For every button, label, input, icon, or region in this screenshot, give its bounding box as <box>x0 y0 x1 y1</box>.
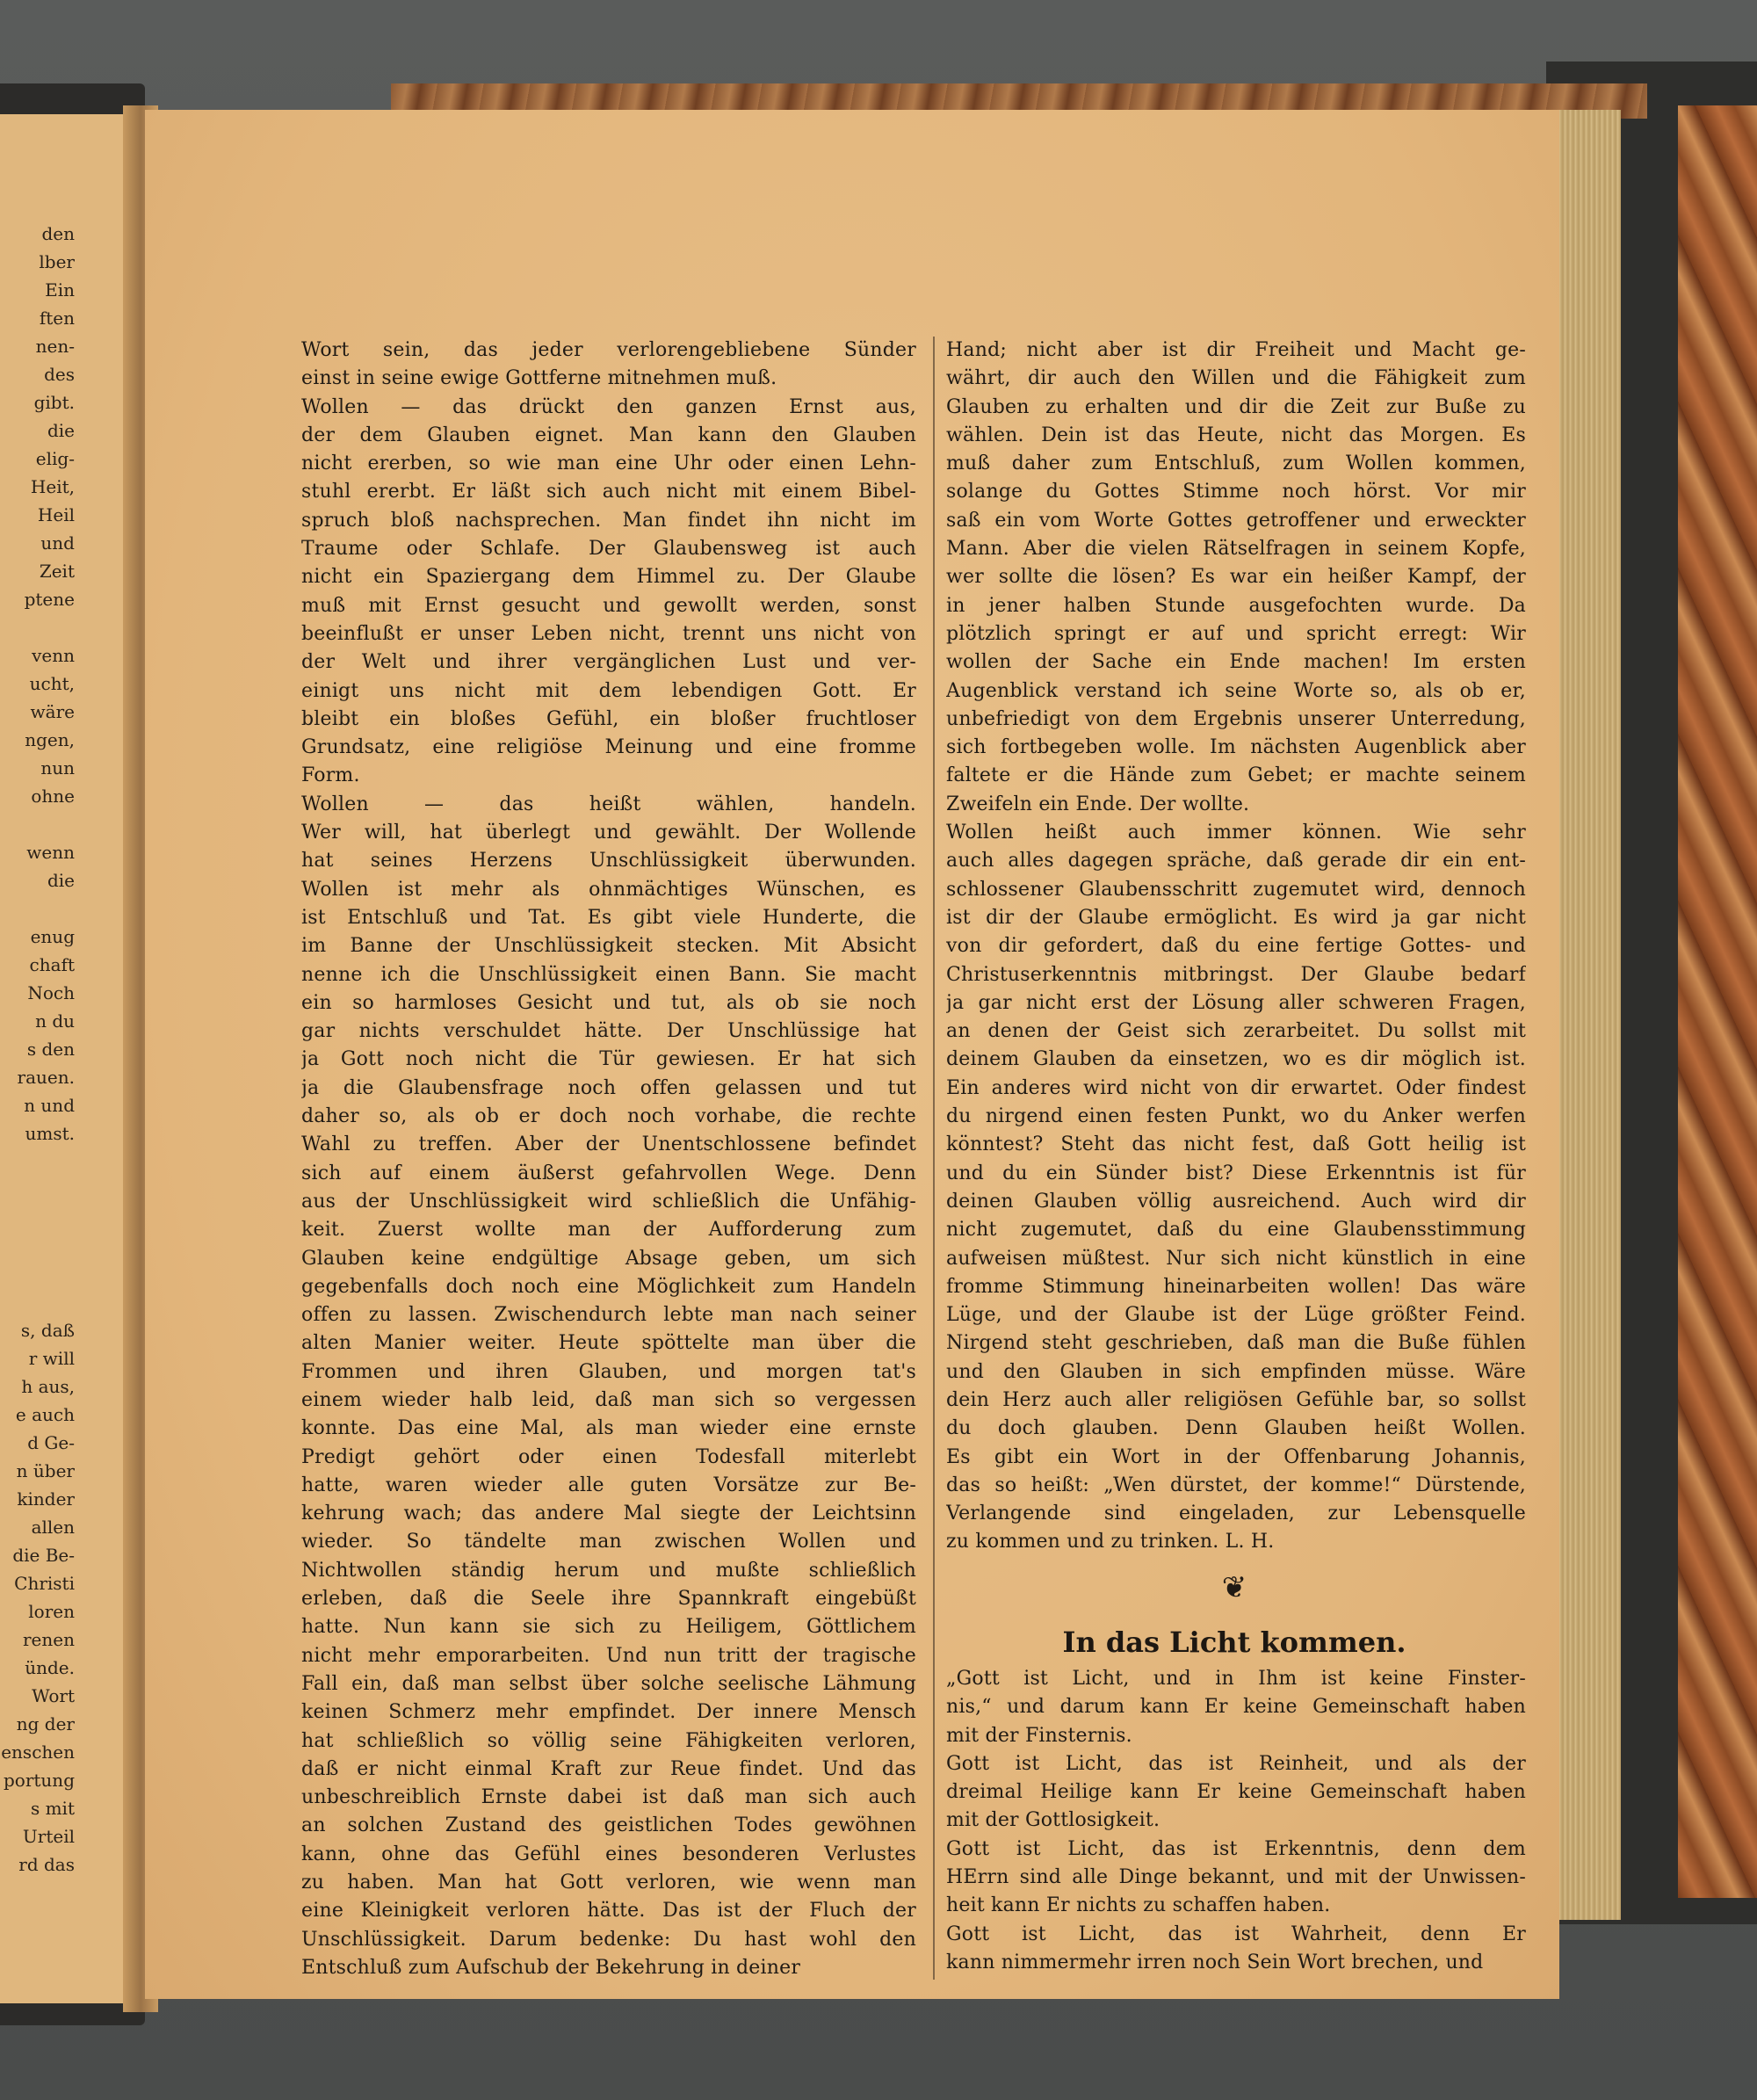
margin-text-fragment: s, daß <box>20 1320 75 1341</box>
margin-text-fragment: wäre <box>30 701 75 722</box>
right-page <box>145 110 1559 1999</box>
text-line: ist Entschluß und Tat. Es gibt viele Hunderte, die <box>301 906 916 929</box>
text-line: kehrung wach; das andere Mal siegte der Leichtsinn <box>301 1503 916 1525</box>
text-line: saß ein vom Worte Gottes getroffener und erweckter <box>946 509 1526 532</box>
text-line: Nirgend steht geschrieben, daß man die Buße fühlen <box>946 1332 1526 1355</box>
margin-text-fragment <box>0 810 75 838</box>
text-line: bleibt ein bloßes Gefühl, ein bloßer fruchtloser <box>301 707 916 730</box>
margin-text-fragment <box>0 1288 75 1316</box>
text-line: wieder. So tändelte man zwischen Wollen und <box>301 1531 916 1553</box>
text-line: ja die Glaubensfrage noch offen gelassen und tut <box>301 1076 916 1099</box>
text-line: sich auf einem äußerst gefahrvollen Wege. Denn <box>301 1162 916 1184</box>
column-divider <box>933 337 935 1980</box>
text-line: Augenblick verstand ich seine Worte so, als ob er, <box>946 679 1526 702</box>
text-line: Entschluß zum Aufschub der Bekehrung in deiner <box>301 1956 801 1979</box>
text-line: zu kommen und zu trinken. L. H. <box>946 1531 1275 1553</box>
text-line: Traume oder Schlafe. Der Glaubensweg ist auch <box>301 538 916 561</box>
text-line: fromme Stimmung hineinarbeiten wollen! Das wäre <box>946 1275 1526 1298</box>
text-line: einigt uns nicht mit dem lebendigen Gott. Er <box>301 679 916 702</box>
margin-text-fragment: umst. <box>25 1123 75 1144</box>
text-line: dreimal Heilige kann Er keine Gemeinschaft haben <box>946 1781 1526 1804</box>
text-line: einem wieder halb leid, daß man sich so vergessen <box>301 1388 916 1411</box>
margin-text-fragment: portung <box>3 1770 75 1791</box>
margin-text-fragment: nun <box>40 757 75 778</box>
text-line: nicht ein Spaziergang dem Himmel zu. Der Glaube <box>301 566 916 589</box>
text-line: daher so, als ob er doch noch vorhabe, die rechte <box>301 1105 916 1128</box>
text-line: Christuserkenntnis mitbringst. Der Glaube bedarf <box>946 963 1526 986</box>
margin-text-fragment <box>0 1232 75 1260</box>
fleuron-icon: ❦ <box>1221 1570 1247 1605</box>
text-column-right-section <box>946 1665 1526 1977</box>
text-line: einst in seine ewige Gottferne mitnehmen muß. <box>301 367 777 390</box>
text-line: erleben, daß die Seele ihre Spannkraft eingebüßt <box>301 1588 916 1611</box>
text-line: keinen Schmerz mehr empfindet. Der innere Mensch <box>301 1701 916 1724</box>
margin-text-fragment: nen- <box>35 336 75 357</box>
margin-text-fragment: s den <box>26 1039 75 1060</box>
text-line: hat schließlich so völlig seine Fähigkeiten verloren, <box>301 1729 916 1752</box>
text-line: konnte. Das eine Mal, als man wieder eine ernste <box>301 1417 916 1440</box>
margin-text-fragment: lber <box>39 251 75 272</box>
text-line: nicht mehr emporarbeiten. Und nun tritt der tragische <box>301 1644 916 1667</box>
text-line: Wer will, hat überlegt und gewählt. Der Wollende <box>301 822 916 844</box>
margin-text-fragment: die Be- <box>12 1545 75 1566</box>
margin-text-fragment: r will <box>28 1348 75 1369</box>
text-line: nicht zugemutet, daß du eine Glaubensstimmung <box>946 1219 1526 1242</box>
margin-text-fragment: und <box>40 532 75 554</box>
text-line: Ein anderes wird nicht von dir erwartet. Oder findest <box>946 1076 1526 1099</box>
margin-text-fragment: ften <box>39 308 75 329</box>
text-line: Verlangende sind eingeladen, zur Lebensquelle <box>946 1503 1526 1525</box>
text-line: wollen der Sache ein Ende machen! Im ersten <box>946 651 1526 674</box>
text-line: im Banne der Unschlüssigkeit stecken. Mit Absicht <box>301 935 916 958</box>
text-line: könntest? Steht das nicht fest, daß Gott heilig ist <box>946 1133 1526 1156</box>
text-line: auch alles dagegen spräche, daß gerade dir ein ent- <box>946 850 1526 873</box>
margin-text-fragment <box>0 1176 75 1204</box>
margin-text-fragment: des <box>44 364 75 385</box>
text-line: Wollen heißt auch immer können. Wie sehr <box>946 822 1526 844</box>
text-line: Lüge, und der Glaube ist der Lüge größter Feind. <box>946 1304 1526 1327</box>
marbled-board-right <box>1678 105 1757 1898</box>
text-line: muß daher zum Entschluß, zum Wollen kommen, <box>946 453 1526 475</box>
text-line: Unschlüssigkeit. Darum bedenke: Du hast wohl den <box>301 1928 916 1951</box>
margin-text-fragment <box>0 613 75 641</box>
text-line: sich fortbegeben wolle. Im nächsten Augenblick aber <box>946 736 1526 759</box>
margin-text-fragment: elig- <box>35 448 75 469</box>
text-line: hatte. Nun kann sie sich zu Heiligem, Göttlichem <box>301 1616 916 1639</box>
text-line: offen zu lassen. Zwischendurch lebte man nach seiner <box>301 1304 916 1327</box>
margin-text-fragment: Zeit <box>39 561 75 582</box>
text-line: wählen. Dein ist das Heute, nicht das Morgen. Es <box>946 424 1526 446</box>
text-line: kann nimmermehr irren noch Sein Wort brechen, und <box>946 1951 1484 1973</box>
text-line: dein Herz auch aller religiösen Gefühle bar, so sollst <box>946 1388 1526 1411</box>
text-line: Fall ein, daß man selbst über solche seelische Lähmung <box>301 1672 916 1695</box>
margin-text-fragment: s mit <box>30 1798 75 1819</box>
text-line: Mann. Aber die vielen Rätselfragen in seinem Kopfe, <box>946 538 1526 561</box>
text-line: deinem Glauben da einsetzen, wo es dir möglich ist. <box>946 1048 1526 1071</box>
text-line: wer sollte die lösen? Es war ein heißer Kampf, der <box>946 566 1526 589</box>
margin-text-fragment: die <box>47 420 75 441</box>
text-line: Hand; nicht aber ist dir Freiheit und Macht ge- <box>946 339 1526 361</box>
margin-text-fragment: die <box>47 870 75 891</box>
margin-text-fragment: rd das <box>18 1854 75 1875</box>
text-line: unbefriedigt von dem Ergebnis unserer Unterredung, <box>946 707 1526 730</box>
text-column-right <box>946 337 1526 1557</box>
text-line: schlossener Glaubensschritt zugemutet wird, dennoch <box>946 878 1526 901</box>
text-line: ist dir der Glaube ermöglicht. Es wird ja gar nicht <box>946 906 1526 929</box>
margin-text-fragment: n und <box>24 1095 75 1116</box>
margin-text-fragment: ucht, <box>29 673 75 694</box>
margin-text-fragment: Ein <box>45 279 75 301</box>
margin-text-fragment: ptene <box>24 589 75 610</box>
margin-text-fragment <box>0 1260 75 1288</box>
margin-text-fragment: enug <box>30 926 75 947</box>
margin-text-fragment: den <box>41 223 75 244</box>
text-line: Predigt gehört oder einen Todesfall miterlebt <box>301 1445 916 1468</box>
text-line: Glauben keine endgültige Absage geben, um sich <box>301 1247 916 1270</box>
text-line: der dem Glauben eignet. Man kann den Glauben <box>301 424 916 446</box>
page-edges <box>1555 110 1621 1920</box>
text-line: heit kann Er nichts zu schaffen haben. <box>946 1894 1331 1917</box>
text-line: Wahl zu treffen. Aber der Unentschlossene befindet <box>301 1133 916 1156</box>
margin-text-fragment: d Ge- <box>27 1432 75 1453</box>
margin-text-fragment: rauen. <box>17 1067 75 1088</box>
margin-text-fragment <box>0 894 75 923</box>
text-line: an solchen Zustand des geistlichen Todes gewöhnen <box>301 1814 916 1837</box>
margin-text-fragment: renen <box>23 1629 75 1650</box>
text-line: HErrn sind alle Dinge bekannt, und mit der Unwissen- <box>946 1866 1526 1889</box>
text-line: Zweifeln ein Ende. Der wollte. <box>946 793 1250 815</box>
text-line: ein so harmloses Gesicht und tut, als ob sie noch <box>301 991 916 1014</box>
text-line: Wollen ist mehr als ohnmächtiges Wünschen, es <box>301 878 916 901</box>
text-line: mit der Finsternis. <box>946 1724 1132 1747</box>
text-line: plötzlich springt er auf und spricht erregt: Wir <box>946 622 1526 645</box>
margin-text-fragment: n über <box>16 1460 75 1481</box>
text-line: daß er nicht einmal Kraft zur Reue findet. Und das <box>301 1757 916 1780</box>
text-line: ja gar nicht erst der Lösung aller schweren Fragen, <box>946 991 1526 1014</box>
margin-text-fragment: Heit, <box>30 476 75 497</box>
text-line: faltete er die Hände zum Gebet; er machte seinem <box>946 764 1526 787</box>
text-line: hat seines Herzens Unschlüssigkeit überwunden. <box>301 850 916 873</box>
text-line: du nirgend einen festen Punkt, wo du Anker werfen <box>946 1105 1526 1128</box>
text-line: deinen Glauben völlig ausreichend. Auch wird dir <box>946 1190 1526 1213</box>
margin-text-fragment: Heil <box>37 504 75 525</box>
margin-text-fragment: Wort <box>32 1685 75 1706</box>
margin-text-fragment: ngen, <box>25 729 75 750</box>
margin-text-fragment <box>0 1148 75 1176</box>
margin-text-fragment: Noch <box>27 982 75 1003</box>
margin-text-fragment: kinder <box>17 1488 75 1510</box>
text-line: das so heißt: „Wen dürstet, der komme!“ Dürstende, <box>946 1474 1526 1496</box>
text-line: zu haben. Man hat Gott verloren, wie wenn man <box>301 1872 916 1894</box>
text-line: aus der Unschlüssigkeit wird schließlich die Unfähig- <box>301 1190 916 1213</box>
text-line: spruch bloß nachsprechen. Man findet ihn nicht im <box>301 509 916 532</box>
text-line: du doch glauben. Denn Glauben heißt Wollen. <box>946 1417 1526 1440</box>
text-line: und den Glauben in sich empfinden müsse. Wäre <box>946 1360 1526 1383</box>
text-line: Nichtwollen ständig herum und mußte schließlich <box>301 1559 916 1582</box>
text-line: gegebenfalls doch noch eine Möglichkeit zum Handeln <box>301 1275 916 1298</box>
margin-text-fragment: gibt. <box>33 392 75 413</box>
text-line: alten Manier weiter. Heute spöttelte man über die <box>301 1332 916 1355</box>
margin-text-fragment: venn <box>32 645 75 666</box>
margin-text-fragment: ünde. <box>25 1657 75 1678</box>
text-line: Wort sein, das jeder verlorengebliebene Sünder <box>301 339 916 361</box>
text-line: stuhl ererbt. Er läßt sich auch nicht mit einem Bibel- <box>301 481 916 503</box>
margin-text-fragment <box>0 1204 75 1232</box>
text-line: keit. Zuerst wollte man der Aufforderung zum <box>301 1219 916 1242</box>
margin-text-fragment: h aus, <box>21 1376 75 1397</box>
margin-text-fragment: wenn <box>26 842 75 863</box>
text-line: „Gott ist Licht, und in Ihm ist keine Finster- <box>946 1668 1526 1690</box>
text-line: Gott ist Licht, das ist Wahrheit, denn Er <box>946 1923 1526 1945</box>
text-line: unbeschreiblich Ernste dabei ist daß man sich auch <box>301 1786 916 1809</box>
text-line: hatte, waren wieder alle guten Vorsätze zur Be- <box>301 1474 916 1496</box>
text-line: mit der Gottlosigkeit. <box>946 1809 1160 1832</box>
text-line: Grundsatz, eine religiöse Meinung und eine fromme <box>301 736 916 759</box>
margin-text-fragment: loren <box>28 1601 75 1622</box>
text-line: nicht ererben, so wie man eine Uhr oder einen Lehn- <box>301 453 916 475</box>
text-line: kann, ohne das Gefühl eines besonderen Verlustes <box>301 1843 916 1865</box>
text-line: der Welt und ihrer vergänglichen Lust und ver- <box>301 651 916 674</box>
text-line: Wollen — das drückt den ganzen Ernst aus, <box>301 395 916 418</box>
text-line: aufweisen müßtest. Nur sich nicht künstlich in eine <box>946 1247 1526 1270</box>
text-line: eine Kleinigkeit verloren hätte. Das ist der Fluch der <box>301 1900 916 1923</box>
margin-text-fragment: enschen <box>1 1742 75 1763</box>
margin-text-fragment: Urteil <box>22 1826 75 1847</box>
text-line: Gott ist Licht, das ist Erkenntnis, denn dem <box>946 1837 1526 1860</box>
text-line: muß mit Ernst gesucht und gewollt werden, sonst <box>301 594 916 617</box>
margin-text-fragment: n du <box>35 1010 75 1032</box>
text-line: in jener halben Stunde ausgefochten wurde. Da <box>946 594 1526 617</box>
text-line: Frommen und ihren Glauben, und morgen tat's <box>301 1360 916 1383</box>
text-line: gar nichts verschuldet hätte. Der Unschlüssige hat <box>301 1020 916 1043</box>
text-line: Gott ist Licht, das ist Reinheit, und als der <box>946 1752 1526 1775</box>
margin-text-fragment: chaft <box>29 954 75 975</box>
text-line: nis,“ und darum kann Er keine Gemeinschaft haben <box>946 1696 1526 1719</box>
text-column-left <box>301 337 916 1982</box>
margin-text-fragment: ohne <box>31 786 75 807</box>
text-line: währt, dir auch den Willen und die Fähigkeit zum <box>946 367 1526 390</box>
text-line: beeinflußt er unser Leben nicht, trennt uns nicht von <box>301 622 916 645</box>
margin-text-fragment: ng der <box>16 1713 75 1734</box>
text-line: Wollen — das heißt wählen, handeln. <box>301 793 916 815</box>
text-line: ja Gott noch nicht die Tür gewiesen. Er hat sich <box>301 1048 916 1071</box>
text-line: von dir gefordert, daß du eine fertige Gottes- und <box>946 935 1526 958</box>
section-heading: In das Licht kommen. <box>1062 1626 1406 1659</box>
margin-text-fragment: allen <box>31 1517 75 1538</box>
left-page-margin-text <box>0 220 75 1907</box>
text-line: solange du Gottes Stimme noch hörst. Vor mir <box>946 481 1526 503</box>
text-line: nenne ich die Unschlüssigkeit einen Bann. Sie macht <box>301 963 916 986</box>
text-line: Form. <box>301 764 360 787</box>
margin-text-fragment: Christi <box>14 1573 75 1594</box>
margin-text-fragment: e auch <box>15 1404 75 1425</box>
text-line: Es gibt ein Wort in der Offenbarung Johannis, <box>946 1445 1526 1468</box>
text-line: an denen der Geist sich zerarbeitet. Du sollst mit <box>946 1020 1526 1043</box>
text-line: und du ein Sünder bist? Diese Erkenntnis ist für <box>946 1162 1526 1184</box>
text-line: Glauben zu erhalten und dir die Zeit zur Buße zu <box>946 395 1526 418</box>
